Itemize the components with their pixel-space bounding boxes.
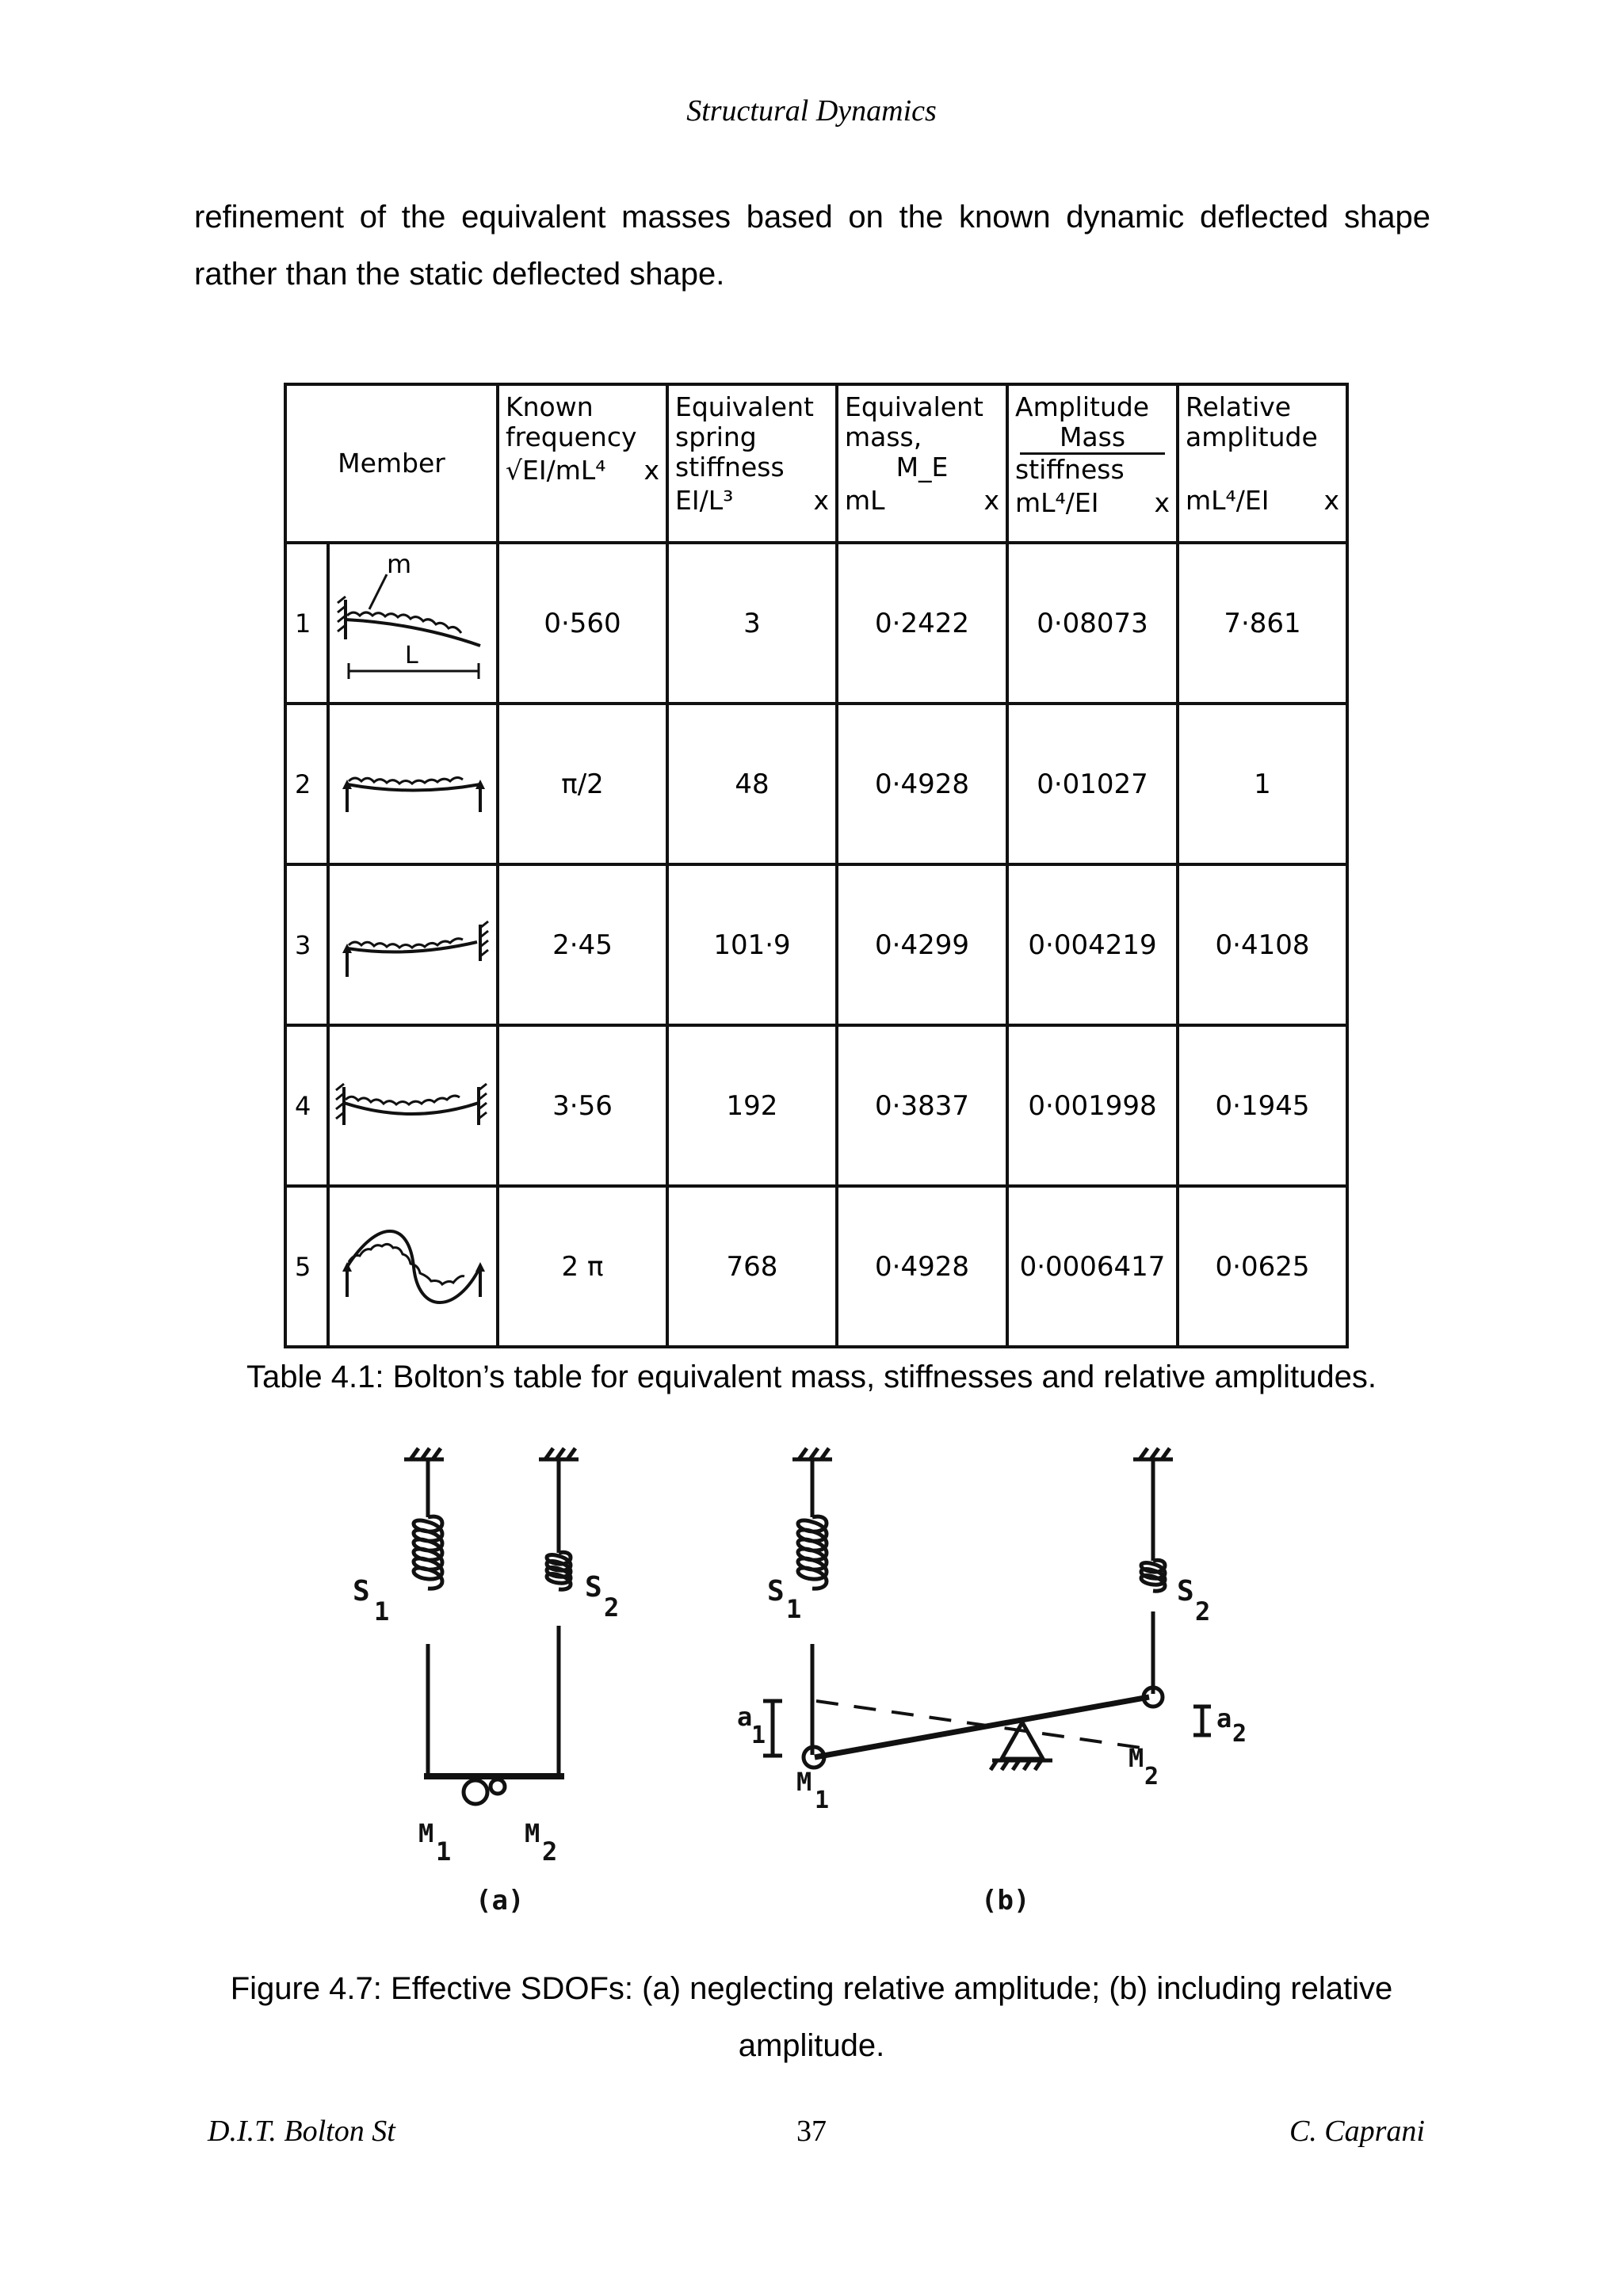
table-row (285, 864, 1347, 1025)
label-sub-1: 1 (815, 1787, 830, 1814)
cell-amplitude: 0·004219 (1007, 864, 1178, 1025)
header-known-frequency (498, 384, 667, 543)
header-x: x (1323, 485, 1339, 516)
header-x: x (983, 485, 999, 516)
header-text: Relative (1186, 391, 1292, 422)
cell-frequency: 2 π (498, 1186, 667, 1347)
cell-mass: 0·4299 (837, 864, 1007, 1025)
table-row (285, 1025, 1347, 1186)
header-equivalent-spring (667, 384, 837, 543)
cell-frequency: 2·45 (498, 864, 667, 1025)
member-sketch-fixed-fixed (328, 1025, 498, 1186)
header-text: stiffness (675, 452, 785, 482)
label-s: S (1177, 1575, 1194, 1608)
header-text: frequency (506, 421, 637, 452)
header-symbol: M_E (896, 452, 949, 482)
header-fraction-top: Mass (1020, 422, 1165, 455)
member-sketch-propped-cantilever (328, 864, 498, 1025)
cell-amplitude: 0·08073 (1007, 543, 1178, 704)
panel-label-a: (a) (475, 1885, 525, 1917)
cell-mass: 0·4928 (837, 1186, 1007, 1347)
label-a: a (737, 1702, 753, 1732)
row-number: 1 (285, 543, 328, 704)
header-unit: mL (845, 485, 885, 516)
row-number: 2 (285, 704, 328, 864)
cell-amplitude: 0·0006417 (1007, 1186, 1178, 1347)
header-unit: mL⁴/EI (1186, 485, 1270, 516)
member-sketch-full-sine (328, 1186, 498, 1347)
table-row (285, 543, 1347, 704)
label-sub-2: 2 (1232, 1720, 1247, 1748)
label-s: S (767, 1575, 785, 1608)
cell-relative: 0·1945 (1178, 1025, 1347, 1186)
header-unit: EI/L³ (675, 485, 734, 516)
sketch-label-l: L (405, 642, 418, 669)
cell-amplitude: 0·01027 (1007, 704, 1178, 864)
table-header-row (285, 384, 1347, 543)
page-number: 37 (796, 2115, 827, 2148)
header-unit: mL⁴/EI (1015, 487, 1099, 518)
label-sub-1: 1 (751, 1722, 766, 1749)
cell-spring: 48 (667, 704, 837, 864)
simply-supported-sketch-icon (330, 705, 493, 856)
cell-frequency: 0·560 (498, 543, 667, 704)
label-m: M (418, 1818, 434, 1848)
label-sub-1: 1 (436, 1836, 452, 1867)
table-row (285, 1186, 1347, 1347)
full-sine-sketch-icon (330, 1188, 493, 1338)
header-relative-amplitude (1178, 384, 1347, 543)
footer-left: D.I.T. Bolton St (208, 2115, 395, 2148)
header-unit: √EI/mL⁴ (506, 455, 606, 486)
running-header: Structural Dynamics (686, 94, 937, 128)
cell-relative: 1 (1178, 704, 1347, 864)
cell-spring: 101·9 (667, 864, 837, 1025)
table-row (285, 704, 1347, 864)
label-sub-2: 2 (1195, 1596, 1211, 1627)
footer-right: C. Caprani (1289, 2115, 1425, 2148)
header-text: amplitude (1186, 421, 1318, 452)
header-equivalent-mass (837, 384, 1007, 543)
table-caption: Table 4.1: Bolton’s table for equivalent mass, stiffnesses and relative amplitudes. (246, 1360, 1377, 1394)
header-amplitude (1007, 384, 1178, 543)
label-sub-2: 2 (542, 1836, 558, 1867)
label-sub-1: 1 (374, 1596, 390, 1627)
cell-frequency: 3·56 (498, 1025, 667, 1186)
figure-caption-line-1: Figure 4.7: Effective SDOFs: (a) neglecting relative amplitude; (b) including relative (230, 1971, 1393, 2006)
cell-frequency: π/2 (498, 704, 667, 864)
cell-relative: 0·4108 (1178, 864, 1347, 1025)
header-text: spring (675, 421, 757, 452)
header-text: Amplitude (1015, 391, 1150, 422)
row-number: 4 (285, 1025, 328, 1186)
paragraph-line-2: rather than the static deflected shape. (194, 257, 725, 292)
header-text: Known (506, 391, 594, 422)
cell-relative: 0·0625 (1178, 1186, 1347, 1347)
panel-label-b: (b) (981, 1885, 1030, 1917)
header-x: x (643, 455, 659, 486)
label-sub-1: 1 (786, 1594, 802, 1624)
label-sub-2: 2 (604, 1592, 620, 1623)
cantilever-sketch-icon (330, 544, 493, 695)
bolton-table (284, 383, 1346, 1326)
cell-spring: 3 (667, 543, 837, 704)
label-sub-2: 2 (1144, 1763, 1159, 1791)
cell-mass: 0·4928 (837, 704, 1007, 864)
cell-spring: 192 (667, 1025, 837, 1186)
figure-caption-line-2: amplitude. (738, 2028, 885, 2063)
propped-cantilever-sketch-icon (330, 866, 493, 1016)
body-paragraph (194, 189, 1430, 303)
row-number: 5 (285, 1186, 328, 1347)
paragraph-line-1: refinement of the equivalent masses based on the known dynamic deflected shape (194, 200, 1430, 235)
label-s: S (353, 1575, 370, 1608)
header-member: Member (285, 384, 498, 543)
label-m: M (525, 1818, 540, 1848)
header-text: Equivalent (675, 391, 814, 422)
label-m: M (1128, 1743, 1144, 1773)
cell-relative: 7·861 (1178, 543, 1347, 704)
cell-mass: 0·3837 (837, 1025, 1007, 1186)
header-x: x (1154, 487, 1170, 518)
cell-spring: 768 (667, 1186, 837, 1347)
cell-amplitude: 0·001998 (1007, 1025, 1178, 1186)
header-fraction-bottom: stiffness (1015, 454, 1125, 485)
label-s: S (585, 1571, 602, 1604)
cell-mass: 0·2422 (837, 543, 1007, 704)
spring-mass-diagram (317, 1442, 1308, 1933)
member-sketch-simply-supported (328, 704, 498, 864)
header-x: x (813, 485, 829, 516)
figure-effective-sdofs (317, 1442, 1308, 1933)
row-number: 3 (285, 864, 328, 1025)
fixed-fixed-sketch-icon (330, 1027, 493, 1177)
label-a: a (1216, 1703, 1232, 1733)
header-text: Equivalent (845, 391, 983, 422)
label-m: M (796, 1767, 812, 1797)
header-text: mass, (845, 421, 922, 452)
sketch-label-m: m (387, 549, 412, 579)
member-sketch-cantilever (328, 543, 498, 704)
